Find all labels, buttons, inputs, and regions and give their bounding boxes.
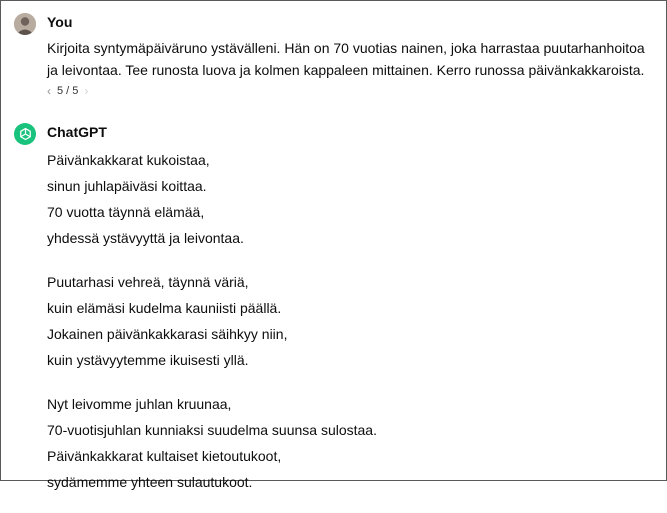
poem-line: yhdessä ystävyyttä ja leivontaa. — [47, 230, 244, 246]
poem-line: Päivänkakkarat kukoistaa, — [47, 152, 210, 168]
chevron-right-icon[interactable]: › — [84, 84, 89, 98]
assistant-sender-name: ChatGPT — [47, 124, 107, 140]
response-pager — [47, 85, 88, 97]
poem-line: Puutarhasi vehreä, täynnä väriä, — [47, 274, 249, 290]
poem-line: Päivänkakkarat kultaiset kietoutukoot, — [47, 448, 282, 464]
poem-stanza-2 — [47, 269, 647, 373]
poem — [47, 147, 647, 513]
poem-stanza-3 — [47, 391, 647, 495]
poem-line: 70 vuotta täynnä elämää, — [47, 204, 205, 220]
poem-line: Jokainen päivänkakkarasi säihkyy niin, — [47, 326, 288, 342]
openai-logo-icon — [14, 123, 36, 145]
user-prompt-text: Kirjoita syntymäpäiväruno ystävälleni. Hän on 70 vuotias nainen, joka harrastaa puutarhanhoitoa ja leivontaa. Tee runosta luova ja kolmen kappaleen mittainen. Kerro runossa päivänkakkaroista. — [47, 40, 645, 78]
poem-line: sydämemme yhteen sulautukoot. — [47, 474, 253, 490]
poem-line: kuin ystävyytemme ikuisesti yllä. — [47, 352, 249, 368]
poem-line: kuin elämäsi kudelma kauniisti päällä. — [47, 300, 282, 316]
poem-line: Nyt leivomme juhlan kruunaa, — [47, 396, 232, 412]
user-sender-name: You — [47, 14, 73, 30]
user-avatar — [14, 13, 36, 35]
poem-stanza-1 — [47, 147, 647, 251]
poem-line: sinun juhlapäiväsi koittaa. — [47, 178, 207, 194]
pager-label: 5 / 5 — [57, 85, 79, 97]
chevron-left-icon[interactable]: ‹ — [47, 84, 51, 98]
poem-line: 70-vuotisjuhlan kunniaksi suudelma suunsa sulostaa. — [47, 422, 377, 438]
